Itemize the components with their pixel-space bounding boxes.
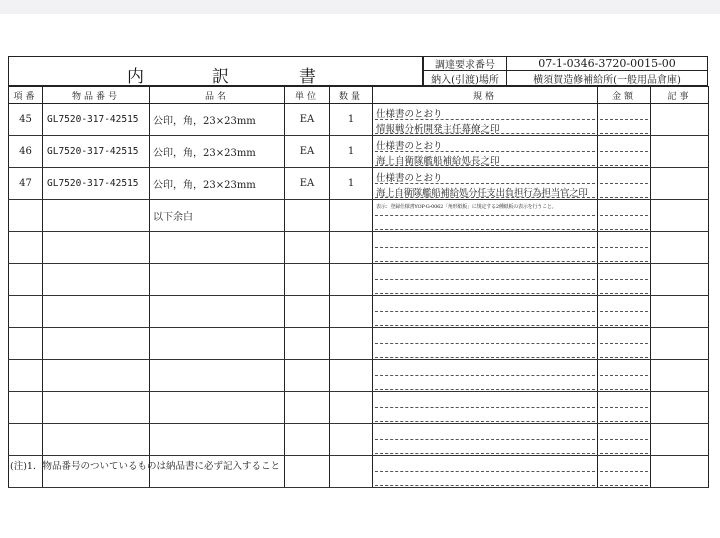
empty-row — [9, 392, 709, 424]
title-char-2: 訳 — [212, 67, 231, 87]
spec-line-2: 情報戦分析開発主任幕僚之印 — [376, 124, 500, 135]
item-no: 46 — [9, 136, 43, 168]
document-title — [8, 56, 423, 86]
empty-row — [9, 360, 709, 392]
item-unit — [285, 200, 330, 232]
procurement-label: 調達要求番号 — [423, 56, 507, 71]
item-amount — [598, 104, 651, 136]
item-remarks — [651, 136, 709, 168]
table-row — [9, 168, 709, 200]
spec-line-1: 仕様書のとおり — [376, 173, 443, 184]
table-header — [9, 87, 709, 104]
item-spec — [373, 104, 598, 136]
title-char-3: 書 — [299, 67, 318, 87]
item-qty — [330, 200, 373, 232]
item-no: 47 — [9, 168, 43, 200]
item-code: GL7520-317-42515 — [43, 168, 150, 200]
item-remarks — [651, 104, 709, 136]
top-bar — [0, 0, 720, 14]
item-spec — [373, 136, 598, 168]
delivery-place: 横須賀造修補給所(一般用品倉庫) — [506, 70, 708, 86]
item-remarks — [651, 200, 709, 232]
empty-row — [9, 264, 709, 296]
empty-row — [9, 328, 709, 360]
spec-line-1: 仕様書のとおり — [376, 141, 443, 152]
item-amount — [598, 136, 651, 168]
item-spec — [373, 200, 598, 232]
item-remarks — [651, 168, 709, 200]
table-row — [9, 104, 709, 136]
spec-line-1: 仕様書のとおり — [376, 109, 443, 120]
table-row — [9, 136, 709, 168]
empty-row — [9, 424, 709, 456]
item-code: GL7520-317-42515 — [43, 136, 150, 168]
item-qty: 1 — [330, 136, 373, 168]
item-qty: 1 — [330, 104, 373, 136]
header-meta — [423, 56, 708, 86]
procurement-number: 07-1-0346-3720-0015-00 — [506, 56, 708, 71]
item-unit: EA — [285, 104, 330, 136]
footnote: (注)1．物品番号のついているものは納品書に必ず記入すること — [10, 461, 280, 472]
item-no: 45 — [9, 104, 43, 136]
item-name: 以下余白 — [150, 200, 285, 232]
title-char-1: 内 — [127, 67, 146, 87]
item-name: 公印，角，23×23mm — [150, 136, 285, 168]
col-item-no: 項番 — [9, 87, 43, 104]
col-qty: 数量 — [330, 87, 373, 104]
item-unit: EA — [285, 136, 330, 168]
item-name: 公印，角，23×23mm — [150, 168, 285, 200]
item-amount — [598, 200, 651, 232]
breakdown-table — [8, 86, 709, 488]
col-remarks: 記事 — [651, 87, 709, 104]
item-amount — [598, 168, 651, 200]
col-name: 品名 — [150, 87, 285, 104]
spec-line-2: 海上自衛隊艦船補給処分任支出負担行為担当官之印 — [376, 188, 588, 199]
item-code — [43, 200, 150, 232]
item-code: GL7520-317-42515 — [43, 104, 150, 136]
spec-note: 表示：登録仕様書YOP-G-0062「角形紙板」に規定する2種紙板の表示を行うこと。 — [376, 204, 557, 210]
col-unit: 単位 — [285, 87, 330, 104]
item-spec — [373, 168, 598, 200]
table-row — [9, 200, 709, 232]
item-no — [9, 200, 43, 232]
col-amount: 金額 — [598, 87, 651, 104]
empty-row — [9, 232, 709, 264]
delivery-label: 納入(引渡)場所 — [423, 70, 507, 86]
spec-line-2: 海上自衛隊艦船補給処長之印 — [376, 156, 500, 167]
col-item-code: 物品番号 — [43, 87, 150, 104]
item-name: 公印，角，23×23mm — [150, 104, 285, 136]
item-unit: EA — [285, 168, 330, 200]
col-spec: 規格 — [373, 87, 598, 104]
item-qty: 1 — [330, 168, 373, 200]
empty-row — [9, 296, 709, 328]
